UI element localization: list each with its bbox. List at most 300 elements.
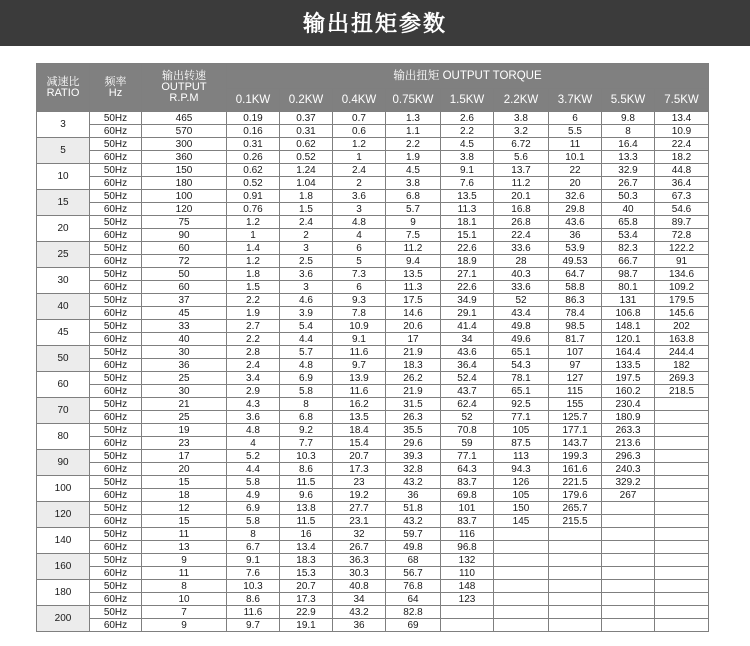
table-row	[37, 593, 709, 606]
torque-cell: 3.6	[227, 411, 280, 424]
rpm-cell: 12	[142, 502, 227, 515]
torque-cell: 180.9	[602, 411, 655, 424]
torque-cell	[602, 619, 655, 632]
torque-cell: 18.1	[441, 216, 494, 229]
torque-cell: 13.5	[333, 411, 386, 424]
torque-cell: 10.3	[227, 580, 280, 593]
rpm-cell: 33	[142, 320, 227, 333]
torque-cell: 2.2	[386, 138, 441, 151]
torque-cell: 10.3	[280, 450, 333, 463]
torque-cell: 17.3	[280, 593, 333, 606]
rpm-cell: 18	[142, 489, 227, 502]
torque-cell: 123	[441, 593, 494, 606]
torque-cell: 8.6	[227, 593, 280, 606]
freq-cell: 60Hz	[90, 463, 142, 476]
torque-cell: 8.6	[280, 463, 333, 476]
torque-cell: 109.2	[655, 281, 709, 294]
torque-cell: 2.6	[441, 112, 494, 125]
rpm-cell: 180	[142, 177, 227, 190]
rpm-cell: 50	[142, 268, 227, 281]
torque-cell	[602, 515, 655, 528]
table-row	[37, 216, 709, 229]
ratio-cell: 30	[37, 268, 90, 294]
freq-cell: 60Hz	[90, 203, 142, 216]
torque-cell: 329.2	[602, 476, 655, 489]
rpm-cell: 37	[142, 294, 227, 307]
torque-cell: 296.3	[602, 450, 655, 463]
table-row	[37, 190, 709, 203]
torque-cell: 29.8	[549, 203, 602, 216]
power-header-5: 1.5KW	[441, 89, 494, 112]
torque-cell: 113	[494, 450, 549, 463]
torque-cell: 96.8	[441, 541, 494, 554]
torque-cell: 13.4	[280, 541, 333, 554]
freq-cell: 60Hz	[90, 359, 142, 372]
rpm-cell: 8	[142, 580, 227, 593]
torque-cell: 134.6	[655, 268, 709, 281]
ratio-header-en: RATIO	[46, 86, 80, 99]
torque-cell: 34	[333, 593, 386, 606]
table-row	[37, 411, 709, 424]
rpm-header-en: OUTPUT	[161, 81, 207, 93]
ratio-cell: 5	[37, 138, 90, 164]
torque-cell: 22.4	[494, 229, 549, 242]
torque-cell: 150	[494, 502, 549, 515]
freq-cell: 50Hz	[90, 242, 142, 255]
torque-cell: 33.6	[494, 242, 549, 255]
torque-cell: 11.5	[280, 476, 333, 489]
torque-cell: 7.7	[280, 437, 333, 450]
torque-cell: 30.3	[333, 567, 386, 580]
torque-cell	[549, 528, 602, 541]
torque-cell: 62.4	[441, 398, 494, 411]
torque-cell: 20	[549, 177, 602, 190]
ratio-cell: 80	[37, 424, 90, 450]
torque-cell	[655, 398, 709, 411]
freq-cell: 60Hz	[90, 515, 142, 528]
page-title: 输出扭矩参数	[302, 12, 447, 37]
torque-cell: 1.9	[227, 307, 280, 320]
torque-cell: 78.1	[494, 372, 549, 385]
freq-cell: 60Hz	[90, 229, 142, 242]
rpm-header-cn: 输出转速	[162, 70, 206, 82]
freq-cell: 50Hz	[90, 476, 142, 489]
torque-cell: 9.1	[333, 333, 386, 346]
torque-cell: 5.7	[386, 203, 441, 216]
torque-cell: 177.1	[549, 424, 602, 437]
freq-cell: 60Hz	[90, 151, 142, 164]
table-row	[37, 580, 709, 593]
torque-cell: 5.8	[280, 385, 333, 398]
torque-cell: 17.3	[333, 463, 386, 476]
torque-cell: 34.9	[441, 294, 494, 307]
torque-cell: 64.3	[441, 463, 494, 476]
table-row	[37, 346, 709, 359]
torque-cell: 11.3	[386, 281, 441, 294]
torque-cell	[549, 593, 602, 606]
title-banner	[0, 0, 750, 46]
torque-cell: 36	[386, 489, 441, 502]
torque-cell: 22.6	[441, 281, 494, 294]
torque-cell: 199.3	[549, 450, 602, 463]
torque-cell: 11.2	[386, 242, 441, 255]
torque-cell: 5.2	[227, 450, 280, 463]
rpm-cell: 21	[142, 398, 227, 411]
torque-cell: 5.6	[494, 151, 549, 164]
torque-cell: 43.7	[441, 385, 494, 398]
torque-cell: 31.5	[386, 398, 441, 411]
torque-cell: 41.4	[441, 320, 494, 333]
torque-cell: 4.5	[441, 138, 494, 151]
torque-cell	[602, 606, 655, 619]
torque-cell: 18.3	[280, 554, 333, 567]
torque-cell: 7.8	[333, 307, 386, 320]
torque-cell: 18.9	[441, 255, 494, 268]
torque-cell: 179.5	[655, 294, 709, 307]
rpm-cell: 30	[142, 346, 227, 359]
torque-cell: 1	[333, 151, 386, 164]
rpm-cell: 465	[142, 112, 227, 125]
torque-cell	[494, 580, 549, 593]
table-row	[37, 138, 709, 151]
rpm-cell: 570	[142, 125, 227, 138]
torque-cell: 13.4	[655, 112, 709, 125]
freq-cell: 50Hz	[90, 112, 142, 125]
torque-cell: 6.9	[227, 502, 280, 515]
torque-cell: 54.6	[655, 203, 709, 216]
torque-cell: 9	[386, 216, 441, 229]
table-row	[37, 489, 709, 502]
torque-cell: 7.6	[441, 177, 494, 190]
torque-cell: 116	[441, 528, 494, 541]
torque-cell: 77.1	[494, 411, 549, 424]
torque-cell: 6.9	[280, 372, 333, 385]
torque-cell: 29.1	[441, 307, 494, 320]
torque-cell: 10.9	[333, 320, 386, 333]
torque-cell: 52	[441, 411, 494, 424]
torque-cell: 64	[386, 593, 441, 606]
torque-cell	[655, 554, 709, 567]
torque-cell	[494, 567, 549, 580]
table-row	[37, 255, 709, 268]
torque-cell: 76.8	[386, 580, 441, 593]
torque-cell: 131	[602, 294, 655, 307]
table-row	[37, 450, 709, 463]
table-row	[37, 554, 709, 567]
torque-cell: 54.3	[494, 359, 549, 372]
rpm-header-unit: R.P.M	[169, 92, 199, 104]
table-row	[37, 528, 709, 541]
torque-cell: 0.19	[227, 112, 280, 125]
torque-cell: 65.1	[494, 346, 549, 359]
ratio-cell: 180	[37, 580, 90, 606]
ratio-cell: 200	[37, 606, 90, 632]
torque-cell: 161.6	[549, 463, 602, 476]
rpm-cell: 15	[142, 515, 227, 528]
table-row	[37, 567, 709, 580]
torque-cell: 9.8	[602, 112, 655, 125]
torque-cell: 145.6	[655, 307, 709, 320]
torque-cell	[602, 554, 655, 567]
torque-cell: 10.9	[655, 125, 709, 138]
freq-cell: 50Hz	[90, 528, 142, 541]
torque-cell	[549, 541, 602, 554]
torque-cell: 91	[655, 255, 709, 268]
torque-cell: 120.1	[602, 333, 655, 346]
torque-cell: 16.4	[602, 138, 655, 151]
table-row	[37, 333, 709, 346]
torque-cell: 125.7	[549, 411, 602, 424]
torque-cell: 1.1	[386, 125, 441, 138]
ratio-header-cn: 减速比	[46, 75, 80, 88]
torque-cell: 202	[655, 320, 709, 333]
torque-cell	[655, 424, 709, 437]
torque-table	[36, 63, 709, 632]
torque-cell: 4.8	[333, 216, 386, 229]
torque-cell: 20.7	[333, 450, 386, 463]
torque-cell: 5.8	[227, 515, 280, 528]
ratio-cell: 160	[37, 554, 90, 580]
torque-cell: 2.2	[227, 294, 280, 307]
torque-cell: 2.4	[280, 216, 333, 229]
torque-cell: 6	[333, 242, 386, 255]
torque-cell: 269.3	[655, 372, 709, 385]
torque-cell: 7.6	[227, 567, 280, 580]
torque-cell: 49.8	[386, 541, 441, 554]
torque-cell: 23.1	[333, 515, 386, 528]
table-row	[37, 177, 709, 190]
freq-cell: 60Hz	[90, 489, 142, 502]
torque-cell: 240.3	[602, 463, 655, 476]
torque-cell: 1.3	[386, 112, 441, 125]
table-row	[37, 541, 709, 554]
rpm-cell: 15	[142, 476, 227, 489]
torque-cell: 126	[494, 476, 549, 489]
torque-cell: 28	[494, 255, 549, 268]
torque-cell: 16.2	[333, 398, 386, 411]
rpm-cell: 360	[142, 151, 227, 164]
rpm-cell: 120	[142, 203, 227, 216]
torque-cell	[655, 489, 709, 502]
torque-cell: 6.8	[386, 190, 441, 203]
torque-cell: 5.8	[227, 476, 280, 489]
table-row	[37, 164, 709, 177]
torque-cell: 26.7	[602, 177, 655, 190]
torque-cell: 27.7	[333, 502, 386, 515]
torque-cell: 50.3	[602, 190, 655, 203]
torque-cell: 0.6	[333, 125, 386, 138]
torque-cell: 213.6	[602, 437, 655, 450]
torque-cell: 0.37	[280, 112, 333, 125]
torque-cell: 52.4	[441, 372, 494, 385]
table-row	[37, 606, 709, 619]
torque-cell: 105	[494, 424, 549, 437]
torque-cell: 9.3	[333, 294, 386, 307]
torque-cell: 11.6	[333, 346, 386, 359]
torque-cell: 221.5	[549, 476, 602, 489]
torque-cell: 33.6	[494, 281, 549, 294]
torque-cell: 83.7	[441, 515, 494, 528]
torque-cell: 2.2	[441, 125, 494, 138]
torque-cell: 160.2	[602, 385, 655, 398]
torque-cell: 65.8	[602, 216, 655, 229]
freq-cell: 60Hz	[90, 619, 142, 632]
torque-cell: 67.3	[655, 190, 709, 203]
rpm-cell: 25	[142, 372, 227, 385]
torque-cell	[602, 541, 655, 554]
freq-cell: 60Hz	[90, 125, 142, 138]
torque-cell: 0.91	[227, 190, 280, 203]
torque-cell: 2.9	[227, 385, 280, 398]
freq-cell: 60Hz	[90, 567, 142, 580]
torque-cell: 0.31	[227, 138, 280, 151]
freq-cell: 50Hz	[90, 502, 142, 515]
torque-cell: 17	[386, 333, 441, 346]
torque-cell: 19.2	[333, 489, 386, 502]
torque-cell	[494, 528, 549, 541]
torque-cell	[655, 437, 709, 450]
torque-cell: 68	[386, 554, 441, 567]
rpm-cell: 300	[142, 138, 227, 151]
torque-cell: 14.6	[386, 307, 441, 320]
torque-cell: 11	[549, 138, 602, 151]
torque-cell	[655, 580, 709, 593]
freq-cell: 60Hz	[90, 255, 142, 268]
torque-cell: 3.4	[227, 372, 280, 385]
torque-cell: 2.7	[227, 320, 280, 333]
torque-cell: 9.1	[227, 554, 280, 567]
torque-cell: 115	[549, 385, 602, 398]
torque-cell: 36.3	[333, 554, 386, 567]
freq-cell: 50Hz	[90, 164, 142, 177]
torque-cell: 36.4	[655, 177, 709, 190]
torque-cell: 36	[333, 619, 386, 632]
torque-cell: 53.9	[549, 242, 602, 255]
rpm-cell: 45	[142, 307, 227, 320]
torque-cell: 5.4	[280, 320, 333, 333]
torque-cell: 36	[549, 229, 602, 242]
torque-cell: 6.72	[494, 138, 549, 151]
torque-cell: 197.5	[602, 372, 655, 385]
torque-cell: 3	[333, 203, 386, 216]
torque-cell: 34	[441, 333, 494, 346]
torque-cell: 80.1	[602, 281, 655, 294]
torque-cell: 3.6	[280, 268, 333, 281]
power-header-4: 0.75KW	[386, 89, 441, 112]
torque-cell: 4.8	[280, 359, 333, 372]
torque-cell: 5	[333, 255, 386, 268]
torque-cell	[655, 411, 709, 424]
torque-cell: 81.7	[549, 333, 602, 346]
torque-cell: 11.5	[280, 515, 333, 528]
torque-cell: 26.7	[333, 541, 386, 554]
torque-cell: 148.1	[602, 320, 655, 333]
torque-cell: 11.2	[494, 177, 549, 190]
torque-cell	[441, 606, 494, 619]
torque-cell: 1.8	[227, 268, 280, 281]
rpm-cell: 11	[142, 567, 227, 580]
torque-cell	[655, 593, 709, 606]
torque-cell: 43.4	[494, 307, 549, 320]
torque-cell: 13.5	[441, 190, 494, 203]
torque-cell	[655, 502, 709, 515]
torque-cell	[494, 619, 549, 632]
ratio-cell: 45	[37, 320, 90, 346]
torque-cell: 1.2	[227, 216, 280, 229]
torque-cell: 1.5	[227, 281, 280, 294]
torque-cell: 18.3	[386, 359, 441, 372]
torque-cell: 13.5	[386, 268, 441, 281]
torque-cell	[494, 606, 549, 619]
torque-cell: 0.7	[333, 112, 386, 125]
torque-cell: 1.4	[227, 242, 280, 255]
torque-cell: 244.4	[655, 346, 709, 359]
torque-cell: 1.5	[280, 203, 333, 216]
torque-cell: 59.7	[386, 528, 441, 541]
torque-cell	[602, 502, 655, 515]
freq-cell: 60Hz	[90, 411, 142, 424]
torque-cell: 7.3	[333, 268, 386, 281]
table-row	[37, 359, 709, 372]
freq-header-cn: 频率	[104, 75, 127, 88]
torque-cell: 1.2	[333, 138, 386, 151]
ratio-cell: 25	[37, 242, 90, 268]
torque-cell: 265.7	[549, 502, 602, 515]
freq-cell: 60Hz	[90, 437, 142, 450]
rpm-cell: 100	[142, 190, 227, 203]
torque-cell: 4.3	[227, 398, 280, 411]
torque-cell: 5.7	[280, 346, 333, 359]
table-row	[37, 281, 709, 294]
ratio-cell: 20	[37, 216, 90, 242]
torque-cell: 1.24	[280, 164, 333, 177]
table-row	[37, 229, 709, 242]
torque-cell: 66.7	[602, 255, 655, 268]
rpm-cell: 30	[142, 385, 227, 398]
rpm-cell: 90	[142, 229, 227, 242]
torque-cell	[655, 450, 709, 463]
torque-cell: 143.7	[549, 437, 602, 450]
torque-cell: 3	[280, 281, 333, 294]
torque-cell: 3	[280, 242, 333, 255]
torque-cell: 21.9	[386, 385, 441, 398]
rpm-header	[142, 64, 227, 112]
torque-cell: 3.8	[494, 112, 549, 125]
torque-cell: 97	[549, 359, 602, 372]
torque-cell: 8	[227, 528, 280, 541]
torque-cell: 44.8	[655, 164, 709, 177]
rpm-cell: 25	[142, 411, 227, 424]
ratio-cell: 140	[37, 528, 90, 554]
torque-cell	[655, 476, 709, 489]
torque-cell: 2	[333, 177, 386, 190]
rpm-cell: 72	[142, 255, 227, 268]
freq-cell: 60Hz	[90, 541, 142, 554]
torque-cell: 15.4	[333, 437, 386, 450]
torque-cell: 2.2	[227, 333, 280, 346]
freq-cell: 50Hz	[90, 190, 142, 203]
rpm-cell: 11	[142, 528, 227, 541]
torque-cell: 82.3	[602, 242, 655, 255]
table-row	[37, 112, 709, 125]
torque-cell: 0.52	[227, 177, 280, 190]
torque-cell: 179.6	[549, 489, 602, 502]
torque-cell: 78.4	[549, 307, 602, 320]
torque-cell: 49.6	[494, 333, 549, 346]
rpm-cell: 9	[142, 554, 227, 567]
torque-cell: 43.2	[333, 606, 386, 619]
torque-cell: 3.6	[333, 190, 386, 203]
